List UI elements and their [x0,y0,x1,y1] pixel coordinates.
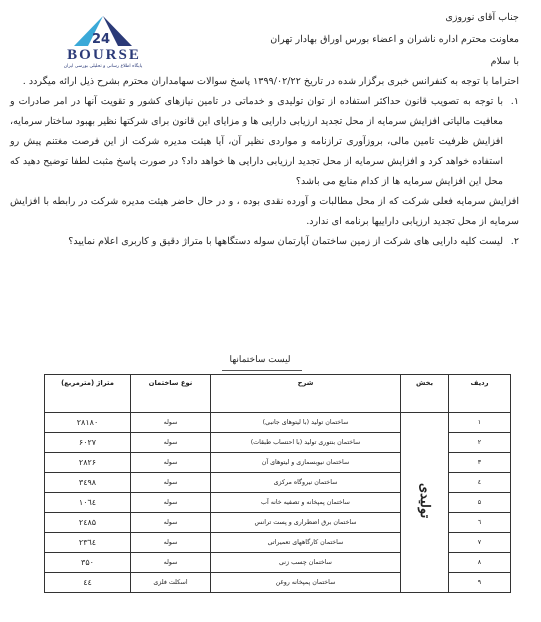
letter-intro: احتراما با توجه به کنفرانس خبری برگزار شده در تاریخ ۱۳۹۹/۰۲/۲۲ پاسخ سوالات سهامداران محترم بشرح ذیل ارائه میگردد . [22,76,519,87]
letter-salutation-to: جناب آقای نوروزی [445,12,519,23]
section-cell [401,413,449,593]
question-1 [10,92,519,192]
row-type: سوله [131,493,211,513]
question-1-text: با توجه به تصویب قانون حداکثر استفاده از توان تولیدی و خدماتی در تامین نیازهای کشور و تقویت آنها در امر صادرات و معافیت مالیاتی افزایش سرمایه از محل تجدید ارزیابی دارایی ها و مزایای این قانون برای شرکتها نظیر بهبود ساختار سرمایه، افزایش ظرفیت تامین مالی، بروزآوری ترازنامه و مواردی نظیر آن، آیا هیئت مدیره شرکت از این فرصت مغتنم پیش رو استفاده خواهد کرد و افزایش سرمایه از محل تجدید ارزیابی دارایی ها خواهد داد؟ در صورت پاسخ مثبت لطفا توضیح دهید که محل این افزایش سرمایه ها از کدام منابع می باشد؟ [10,96,503,187]
row-number: ۵ [449,493,511,513]
table-header-row [45,375,511,413]
question-1-number: ۱. [510,96,519,107]
header-area: متراژ (مترمربع) [45,375,131,413]
row-number: ۲ [449,433,511,453]
row-description: ساختمان پمپخانه و تصفیه خانه آب [211,493,401,513]
header-section: بخش [401,375,449,413]
letter-greeting: با سلام [490,56,519,67]
buildings-table [44,374,511,593]
row-number: ۱ [449,413,511,433]
answer-1: افزایش سرمایه فعلی شرکت که از محل مطالبات و آورده نقدی بوده ، و در حال حاضر هیئت مدیره شرکت در رابطه با افزایش سرمایه از محل تجدید ارزیابی داراییها برنامه ای ندارد. [10,196,519,227]
row-description: ساختمان تولید (با لیتوهای جانبی) [211,413,401,433]
question-2-text: لیست کلیه دارایی های شرکت از زمین ساختمان آپارتمان سوله دستگاهها با متراژ دقیق و کاربری اعلام نمایید؟ [68,236,503,247]
row-type: سوله [131,433,211,453]
logo-tagline: پایگاه اطلاع رسانی و تحلیلی بورسی ایران [63,64,143,69]
row-type: سوله [131,473,211,493]
row-type: سوله [131,453,211,473]
row-description: ساختمان پمپخانه روغن [211,573,401,593]
question-2 [10,232,519,252]
header-type: نوع ساختمان [131,375,211,413]
caption-underline [222,370,302,371]
letter-body [10,8,519,252]
row-area: ۲۸۲۶ [45,453,131,473]
row-description: ساختمان نیوبسمازی و لیتوهای آن [211,453,401,473]
row-number: ۷ [449,533,511,553]
table-caption: لیست ساختمانها [229,355,291,365]
row-description: ساختمان بنتوری تولید (با احتساب طبقات) [211,433,401,453]
row-area: ۲۸۱۸۰ [45,413,131,433]
row-description: ساختمان چسب زنی [211,553,401,573]
row-area: ۲٤۸۵ [45,513,131,533]
row-area: ٤٤ [45,573,131,593]
row-number: ٦ [449,513,511,533]
svg-text:24: 24 [92,32,111,47]
row-type: سوله [131,413,211,433]
row-number: ۳ [449,453,511,473]
question-2-number: ۲. [510,236,519,247]
row-number: ۸ [449,553,511,573]
row-type: سوله [131,553,211,573]
row-type: اسکلت فلزی [131,573,211,593]
row-description: ساختمان برق اضطراری و پست ترانس [211,513,401,533]
row-area: ۳٤۹۸ [45,473,131,493]
row-area: ۲۳٦٤ [45,533,131,553]
row-type: سوله [131,513,211,533]
row-number: ٤ [449,473,511,493]
row-type: سوله [131,533,211,553]
row-description: ساختمان نیروگاه مرکزی [211,473,401,493]
row-area: ۳۵۰ [45,553,131,573]
row-area: ۱۰٦٤ [45,493,131,513]
header-row-number: ردیف [449,375,511,413]
logo-wordmark: BOURSE [67,47,141,63]
table-row [45,413,511,433]
header-description: شرح [211,375,401,413]
row-description: ساختمان کارگاههای تعمیراتی [211,533,401,553]
row-area: ۶۰۲۷ [45,433,131,453]
row-number: ۹ [449,573,511,593]
section-label: تولیدی [417,482,432,519]
letter-addressee: معاونت محترم اداره ناشران و اعضاء بورس اوراق بهادار تهران [270,34,519,45]
